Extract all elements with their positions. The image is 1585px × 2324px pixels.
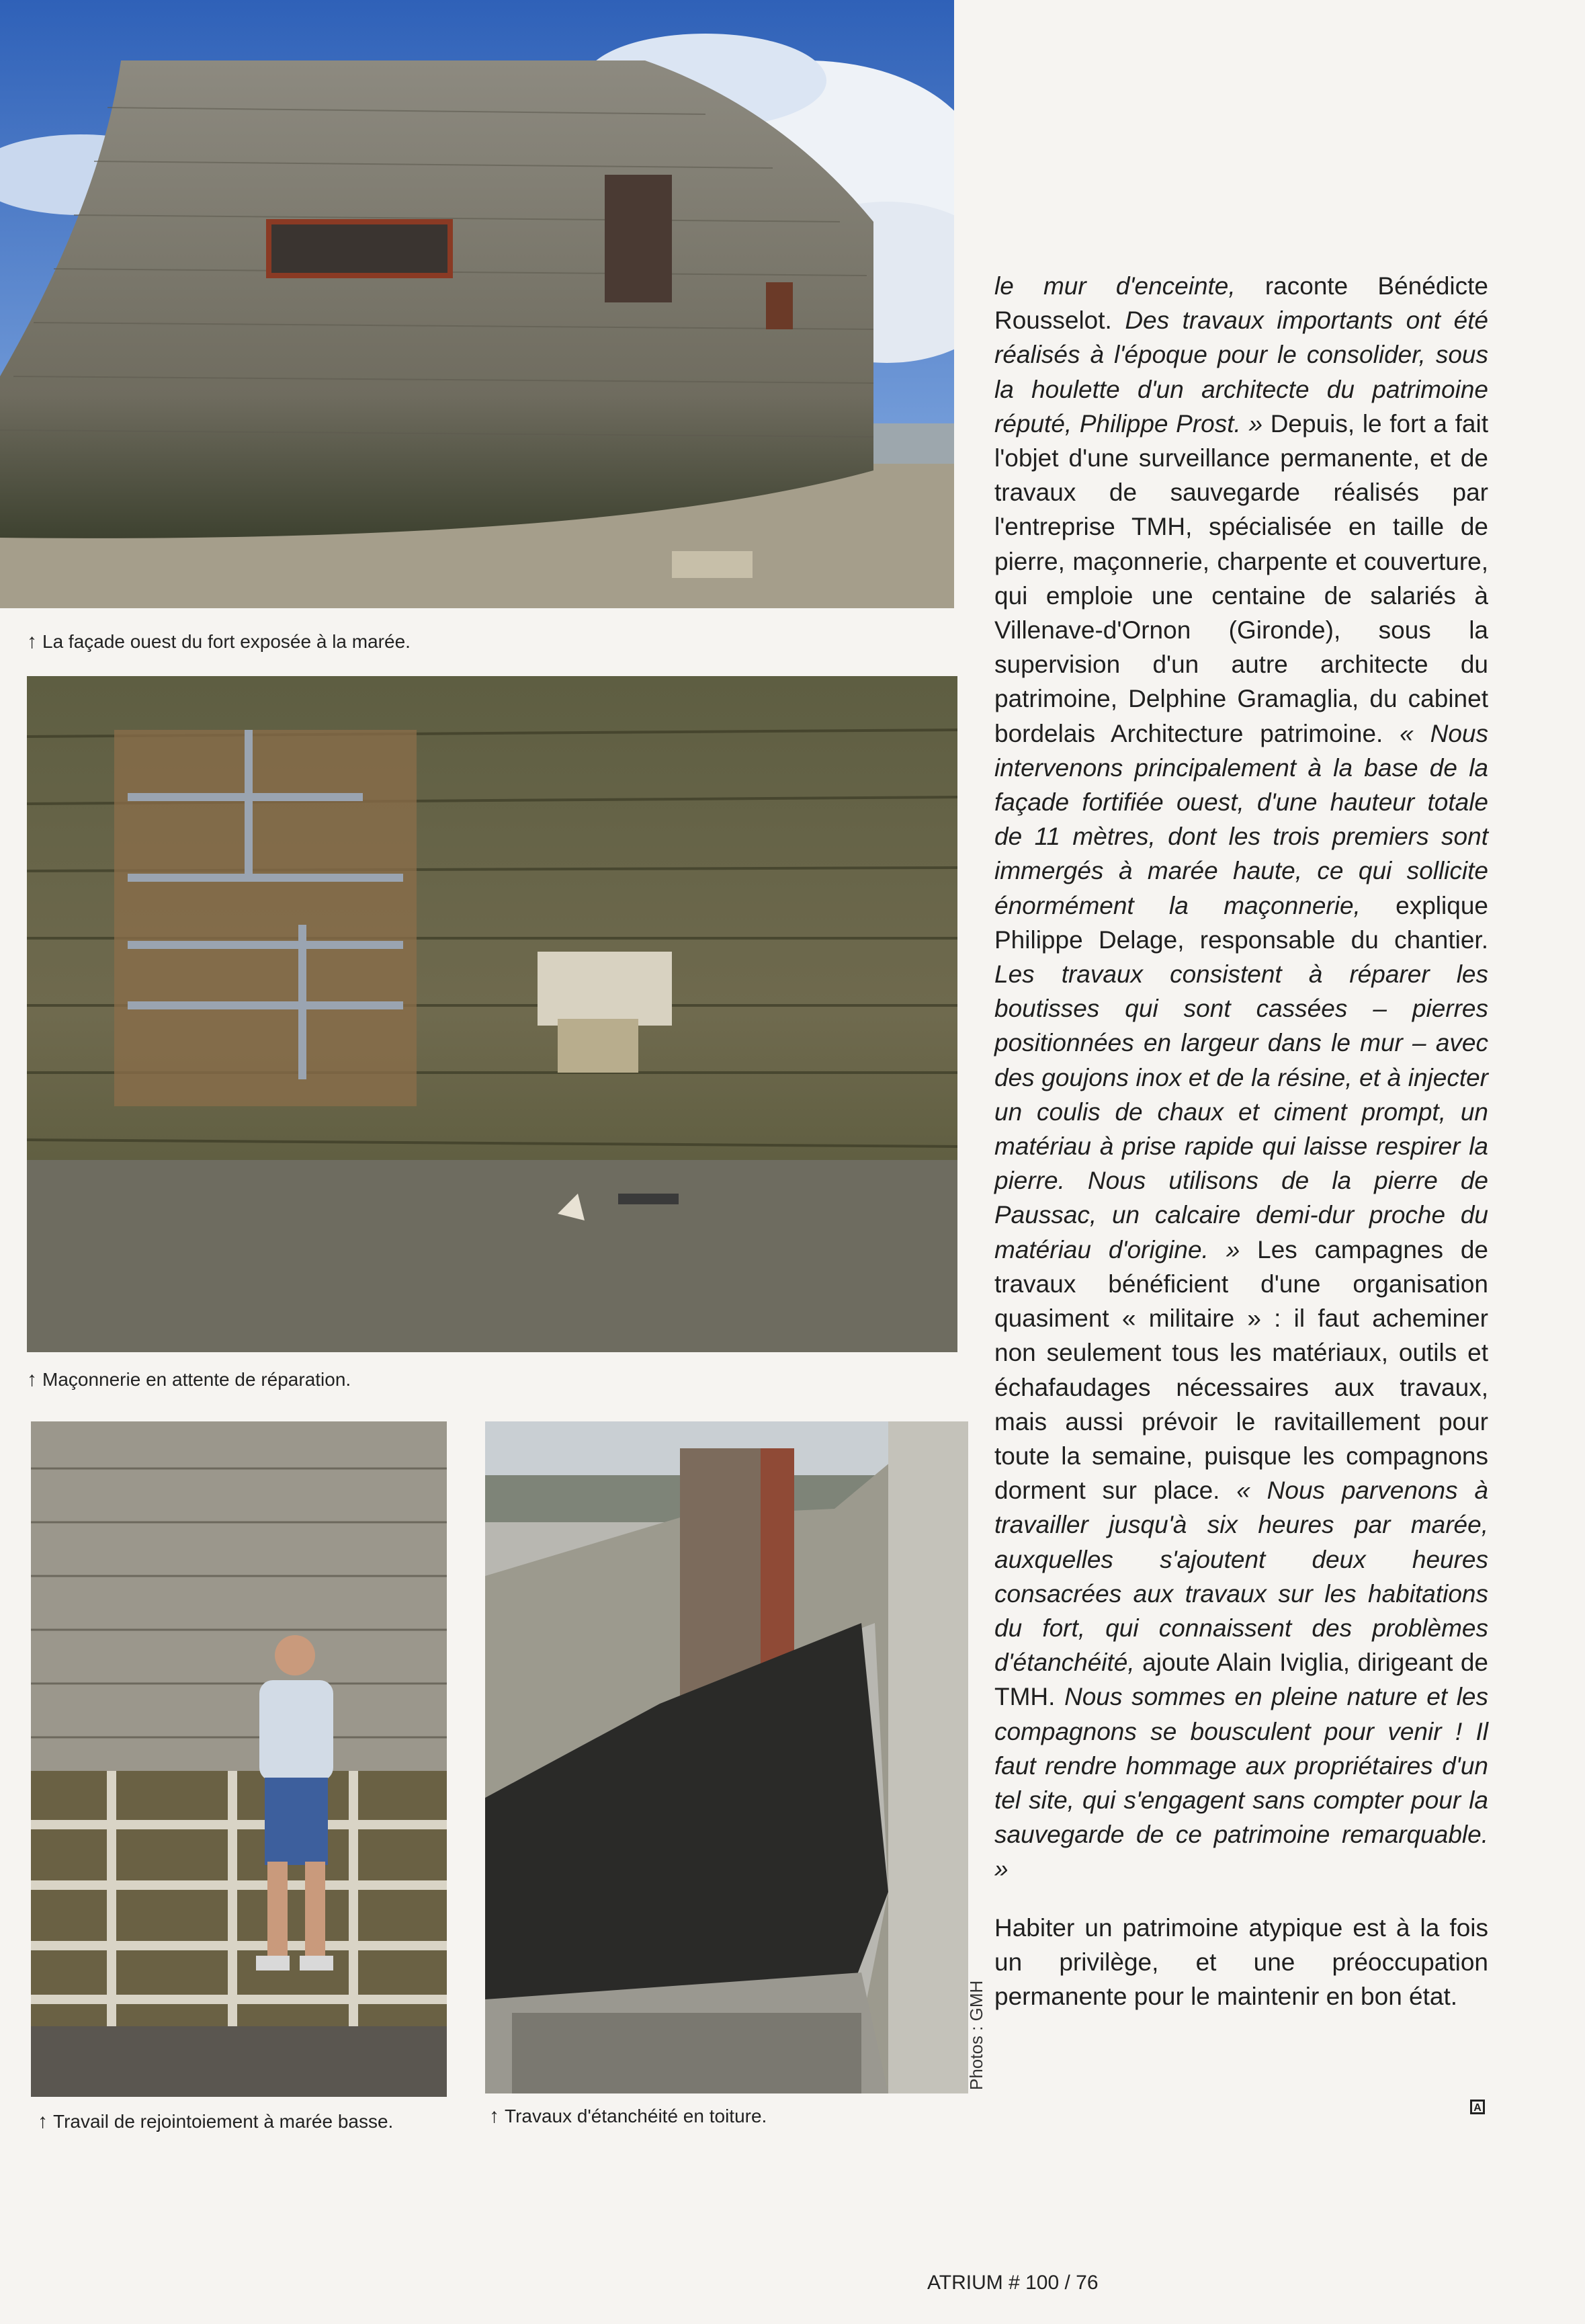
caption-text: Travaux d'étanchéité en toiture. [505,2106,767,2126]
caption-arrow-icon: ↑ [489,2105,499,2127]
text-run: Les travaux consistent à réparer les boutisses qui sont cassées – pierres positionnées en largeur dans le mur – avec des goujons inox et de la résine, et à injecter un coulis de chaux et ciment prompt, un matériau à prise rapide qui laisse respirer la pierre. Nous utilisons de la pierre de Paussac, un calcaire demi-dur proche du matériau d'origine. » [994,960,1488,1263]
caption-arrow-icon: ↑ [27,630,37,653]
caption-arrow-icon: ↑ [27,1368,37,1391]
photo-fort-west-facade [0,0,954,608]
article-paragraph-1 [994,269,1488,1886]
text-run: Les campagnes de travaux bénéficient d'une organisation quasiment « militaire » : il faut acheminer non seulement tous les matériaux, outils et échafaudages nécessaires aux travaux, mais aussi prévoir le ravitaillement pour toute la semaine, puisque les compagnons dorment sur place. [994,1235,1488,1505]
text-run: ajoute Alain Iviglia, dirigeant de TMH. [994,1649,1489,1711]
caption-fort-west-facade [27,630,411,653]
caption-text: Maçonnerie en attente de réparation. [42,1369,351,1390]
article-body [994,269,1488,2014]
photo-repointing [31,1421,447,2097]
end-of-article-icon: A [1470,2100,1485,2114]
page-folio: ATRIUM # 100 / 76 [927,2272,1099,2294]
text-run: raconte Bénédicte Rousselot. [994,272,1488,335]
text-run: « Nous intervenons principalement à la base de la façade fortifiée ouest, d'une hauteur totale de 11 mètres, dont les trois premiers sont immergés à marée haute, ce qui sollicite énormément la maçonnerie, [994,719,1488,919]
text-run: Des travaux importants ont été réalisés à l'époque pour le consolider, sous la houlette d'un architecte du patrimoine réputé, Philippe Prost. » [994,306,1489,438]
caption-masonry-awaiting [27,1368,351,1391]
caption-text: La façade ouest du fort exposée à la marée. [42,631,411,652]
caption-text: Travail de rejointoiement à marée basse. [53,2111,394,2132]
text-run: Depuis, le fort a fait l'objet d'une surveillance permanente, et de travaux de sauvegarde réalisés par l'entreprise TMH, spécialisée en taille de pierre, maçonnerie, charpente et couverture, qui emploie une centaine de salariés à Villenave-d'Ornon (Gironde), sous la supervision d'un autre architecte du patrimoine, Delphine Gramaglia, du cabinet bordelais Architecture patrimoine. [994,409,1488,747]
article-paragraph-2: Habiter un patrimoine atypique est à la fois un privilège, et une préoccupation permanente pour le maintenir en bon état. [994,1913,1488,2010]
photo-credit-text: Photos : GMH [966,1980,986,2090]
text-run: Nous sommes en pleine nature et les compagnons se bousculent pour venir ! Il faut rendre hommage aux propriétaires d'un tel site, qui s'engagent sans compter pour la sauvegarde de ce patrimoine remarquable. » [994,1683,1489,1883]
photo-masonry-awaiting [27,676,957,1352]
photo-roof-waterproofing [485,1421,968,2093]
caption-arrow-icon: ↑ [38,2110,48,2132]
text-run: « Nous parvenons à travailler jusqu'à six heures par marée, auxquelles s'ajoutent deux heures consacrées aux travaux sur les habitations du fort, qui connaissent des problèmes d'étanchéité, [994,1477,1488,1677]
caption-roof-waterproofing [489,2105,767,2128]
photo-credit [961,1969,988,2090]
text-run: explique Philippe Delage, responsable du chantier. [994,891,1488,954]
caption-repointing [38,2110,393,2133]
text-run: le mur d'enceinte, [994,272,1265,300]
